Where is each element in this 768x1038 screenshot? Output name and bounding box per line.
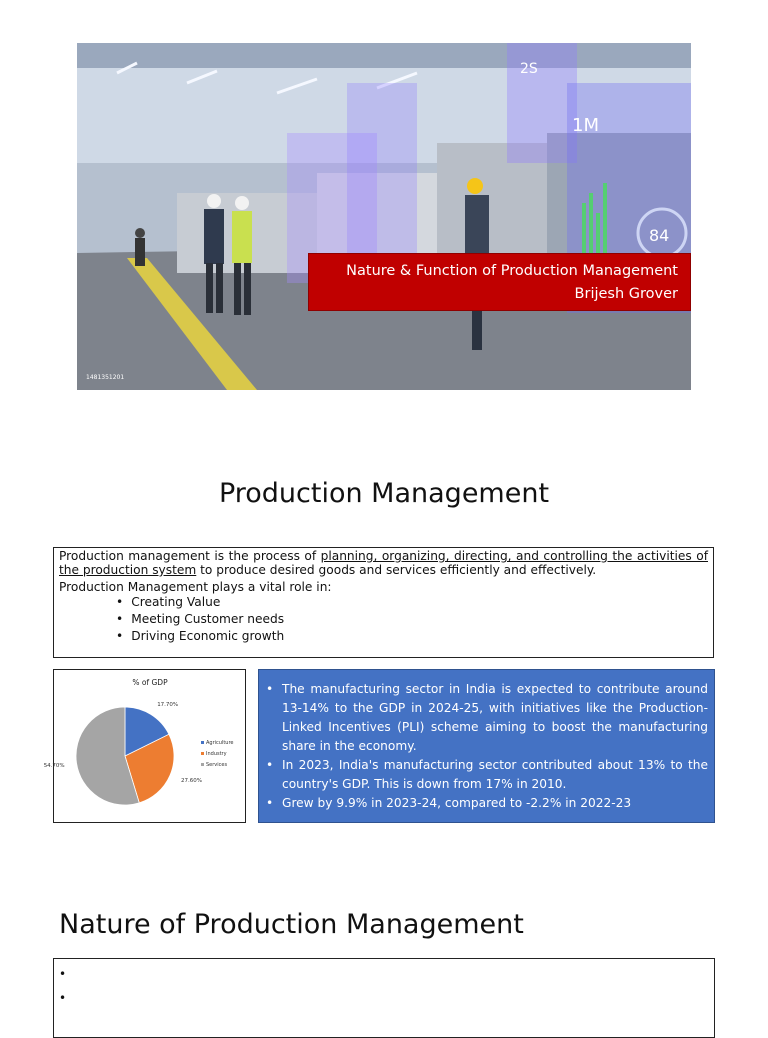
nature-content-box [53, 958, 715, 1038]
hologram-label-1m: 1M [572, 115, 599, 136]
fact-item: • In 2023, India's manufacturing sector contributed about 13% to the country's GDP. This is down from 17% in 2010. [265, 756, 708, 794]
fact-item: • The manufacturing sector in India is expected to contribute around 13-14% to the GDP in 2024-25, with initiatives like the Production-Linked Incentives (PLI) scheme aiming to boost the manufacturing share in the economy. [265, 680, 708, 756]
chart-title: % of GDP [132, 678, 168, 687]
pie-chart-svg [43, 670, 247, 824]
image-code: 1481351201 [86, 374, 125, 381]
hologram-label-2s: 2S [520, 61, 538, 77]
hologram-label-84: 84 [649, 226, 670, 245]
legend-label: Industry [206, 751, 227, 757]
production-management-heading: Production Management [218, 478, 550, 509]
presenter-name: Brijesh Grover [574, 286, 678, 302]
factory-photo [77, 43, 691, 390]
definition-part2: to produce desired goods and services efficiently and effectively. [196, 563, 597, 577]
legend-label: Services [206, 762, 228, 768]
title-slide-image [77, 43, 691, 390]
definition-part1: Production management is the process of [59, 549, 321, 563]
legend-swatch [201, 752, 204, 755]
legend-label: Agriculture [206, 740, 234, 746]
title-box [308, 253, 691, 311]
manufacturing-facts-box [258, 669, 715, 823]
pie-data-label: 17.70% [157, 702, 179, 709]
pie-data-label: 54.70% [43, 762, 65, 769]
role-list [59, 594, 708, 645]
role-item: • Driving Economic growth [116, 628, 708, 645]
legend-swatch [201, 763, 204, 766]
fact-item: • Grew by 9.9% in 2023-24, compared to -2.2% in 2022-23 [265, 794, 708, 813]
facts-list [265, 680, 708, 813]
role-item: • Meeting Customer needs [116, 611, 708, 628]
definition-underlined: planning, organizing, directing, and controlling the activities of the production system [59, 549, 708, 577]
legend-swatch [201, 741, 204, 744]
nature-bullet [59, 962, 709, 986]
gdp-pie-chart [43, 669, 246, 823]
pie-data-label: 27.60% [180, 778, 202, 785]
role-item: • Creating Value [116, 594, 708, 611]
definition-box [53, 547, 714, 658]
presentation-title: Nature & Function of Production Management [346, 263, 678, 279]
nature-heading: Nature of Production Management [59, 909, 524, 940]
definition-text [59, 549, 708, 577]
role-intro: Production Management plays a vital role in: [59, 580, 332, 594]
nature-bullet [59, 986, 709, 1010]
